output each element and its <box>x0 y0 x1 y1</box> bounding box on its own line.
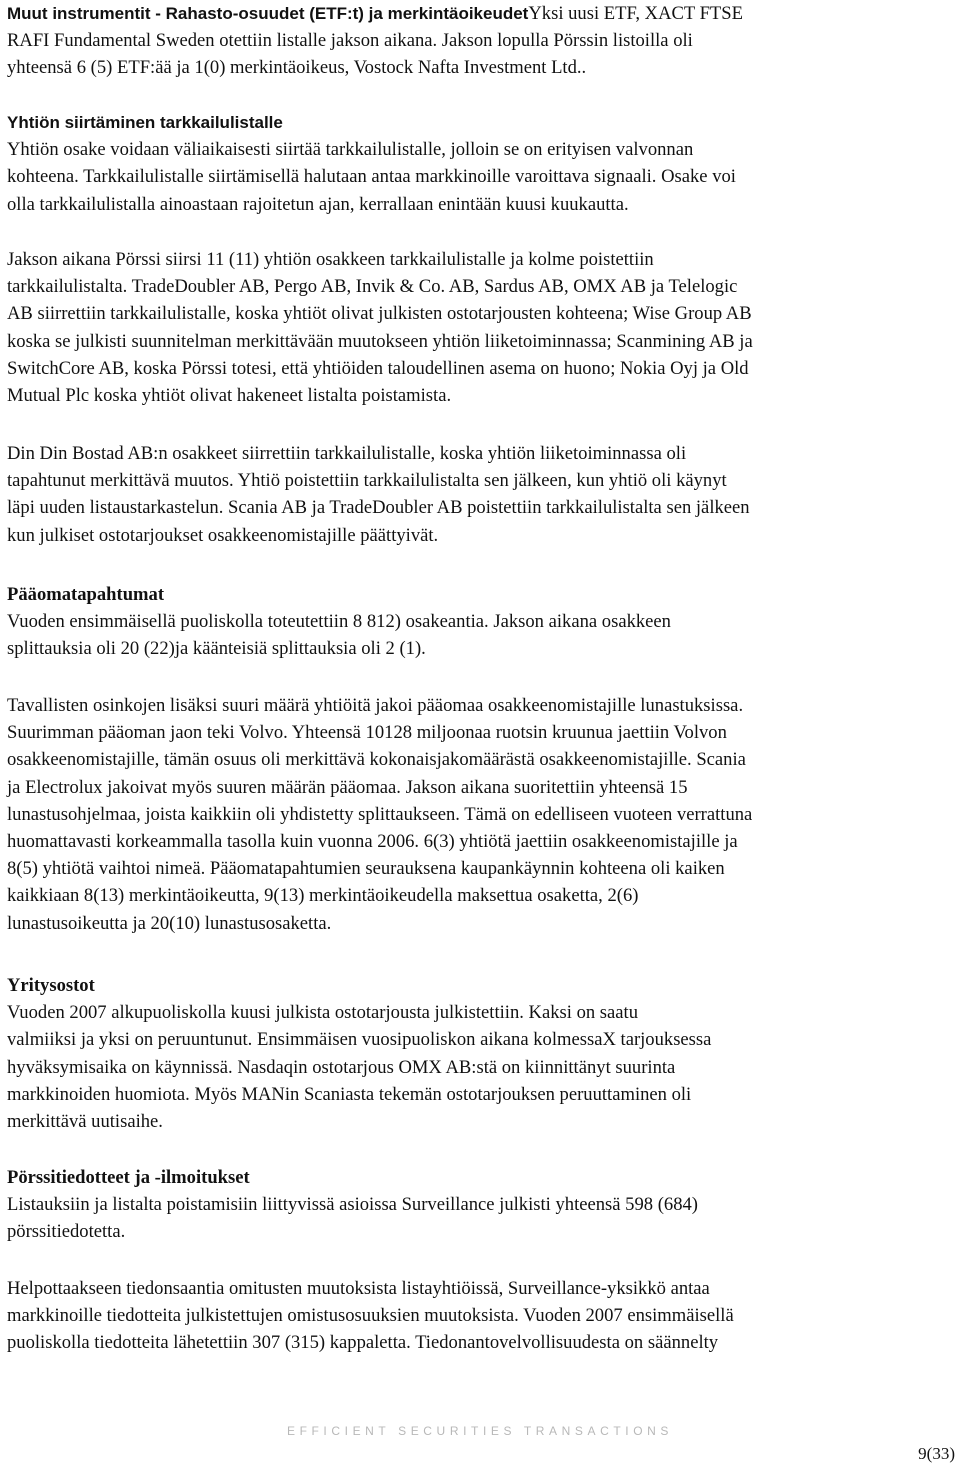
capital-paragraph-1: Vuoden ensimmäisellä puoliskolla toteutettiin 8 812) osakeantia. Jakson aikana osakkeen splittauksia oli 20 (22)ja käänteisiä splittauksia oli 2 (1). <box>7 611 671 660</box>
acquisitions-paragraph: Vuoden 2007 alkupuoliskolla kuusi julkista ostotarjousta julkistettiin. Kaksi on saatu valmiiksi ja yksi on peruuntunut. Ensimmäisen vuosipuoliskon aikana kolmessaX tarjouksessa hyväksymisaika on käynnissä. Nasdaqin ostotarjous OMX AB:stä on kiinnittänyt suurinta markkinoiden huomiota. Myös MANin Scaniasta tekemän ostotarjouksen peruuttaminen oli merkittävä uutisaihe. <box>7 1002 712 1133</box>
intro-section <box>7 0 953 82</box>
capital-paragraph-2-block <box>7 692 953 937</box>
capital-paragraph-2: Tavallisten osinkojen lisäksi suuri määrä yhtiöitä jakoi pääomaa osakkeenomistajille lunastuksissa. Suurimman pääoman jaon teki Volvo. Yhteensä 10128 miljoonaa ruotsin kruunua jaettiin Volvon osakkeenomistajille, tämän osuus oli merkittävä kokonaisjakomäärästä osakkeenomistajille. Scania ja Electrolux jakoivat myös suuren määrän pääomaa. Jakson aikana suoritettiin yhteensä 15 lunastusohjelmaa, joista kaikkiin oli yhdistetty splittaukseen. Tämä on edelliseen vuoteen verrattuna huomattavasti korkeammalla tasolla kuin vuonna 2006. 6(3) yhtiötä jaettiin osakkeenomistajille ja 8(5) yhtiötä vaihtoi nimeä. Pääomatapahtumien seurauksena kaupankäynnin kohteena oli kaiken kaikkiaan 8(13) merkintäoikeutta, 9(13) merkintäoikeudella maksettua osaketta, 2(6) lunastusoikeutta ja 20(10) lunastusosaketta. <box>7 695 753 934</box>
intro-heading: Muut instrumentit - Rahasto-osuudet (ETF:t) ja merkintäoikeudet <box>7 4 529 23</box>
footer-tagline: EFFICIENT SECURITIES TRANSACTIONS <box>286 1424 674 1438</box>
watchlist-paragraph-3-block <box>7 440 953 549</box>
watchlist-heading: Yhtiön siirtäminen tarkkailulistalle <box>7 113 283 132</box>
releases-paragraph-1: Listauksiin ja listalta poistamisiin liittyvissä asioissa Surveillance julkisti yhteensä 598 (684) pörssitiedotetta. <box>7 1194 698 1243</box>
watchlist-paragraph-3: Din Din Bostad AB:n osakkeet siirrettiin tarkkailulistalle, koska yhtiön liiketoiminnassa oli tapahtunut merkittävä muutos. Yhtiö poistettiin tarkkailulistalta sen jälkeen, kun yhtiö oli käynyt läpi uuden listaustarkastelun. Scania AB ja TradeDoubler AB poistettiin tarkkailulistalta sen jälkeen kun julkiset ostotarjoukset osakkeenomistajille päättyivät. <box>7 443 750 546</box>
capital-section <box>7 581 953 663</box>
capital-heading: Pääomatapahtumat <box>7 584 165 605</box>
intro-paragraph <box>7 0 953 82</box>
releases-heading: Pörssitiedotteet ja -ilmoitukset <box>7 1167 250 1188</box>
intro-body: Yksi uusi ETF, XACT FTSE RAFI Fundamental Sweden otettiin listalle jakson aikana. Jakson lopulla Pörssin listoilla oli yhteensä 6 (5) ETF:ää ja 1(0) merkintäoikeus, Vostock Nafta Investment Ltd.. <box>7 3 743 79</box>
releases-paragraph-2: Helpottaakseen tiedonsaantia omitusten muutoksista listayhtiöissä, Surveillance-yksikkö antaa markkinoille tiedotteita julkistettujen omistusosuuksien muutoksista. Vuoden 2007 ensimmäisellä puoliskolla tiedotteita lähetettiin 307 (315) kappaletta. Tiedonantovelvollisuudesta on säännelty <box>7 1278 734 1354</box>
releases-paragraph-2-block <box>7 1275 953 1357</box>
watchlist-paragraph-2: Jakson aikana Pörssi siirsi 11 (11) yhtiön osakkeen tarkkailulistalle ja kolme poistettiin tarkkailulistalta. TradeDoubler AB, Pergo AB, Invik & Co. AB, Sardus AB, OMX AB ja Telelogic AB siirrettiin tarkkailulistalle, koska yhtiöt olivat julkisten ostotarjousten kohteena; Wise Group AB koska se julkisti suunnitelman merkittävään muutokseen yhtiön liiketoiminnassa; Scanmining AB ja SwitchCore AB, koska Pörssi totesi, että yhtiöiden taloudellinen asema on huono; Nokia Oyj ja Old Mutual Plc koska yhtiöt olivat hakeneet listalta poistamista. <box>7 249 753 407</box>
watchlist-paragraph-2-block <box>7 246 953 409</box>
releases-section <box>7 1164 953 1246</box>
acquisitions-heading: Yritysostot <box>7 975 95 996</box>
acquisitions-section <box>7 972 953 1135</box>
watchlist-paragraph-1: Yhtiön osake voidaan väliaikaisesti siirtää tarkkailulistalle, jolloin se on erityisen valvonnan kohteena. Tarkkailulistalle siirtämisellä halutaan antaa markkinoille varoittava signaali. Osake voi olla tarkkailulistalla ainoastaan rajoitetun ajan, kerrallaan enintään kuusi kuukautta. <box>7 139 736 215</box>
page-number: 9(33) <box>918 1444 955 1463</box>
watchlist-section <box>7 109 953 218</box>
